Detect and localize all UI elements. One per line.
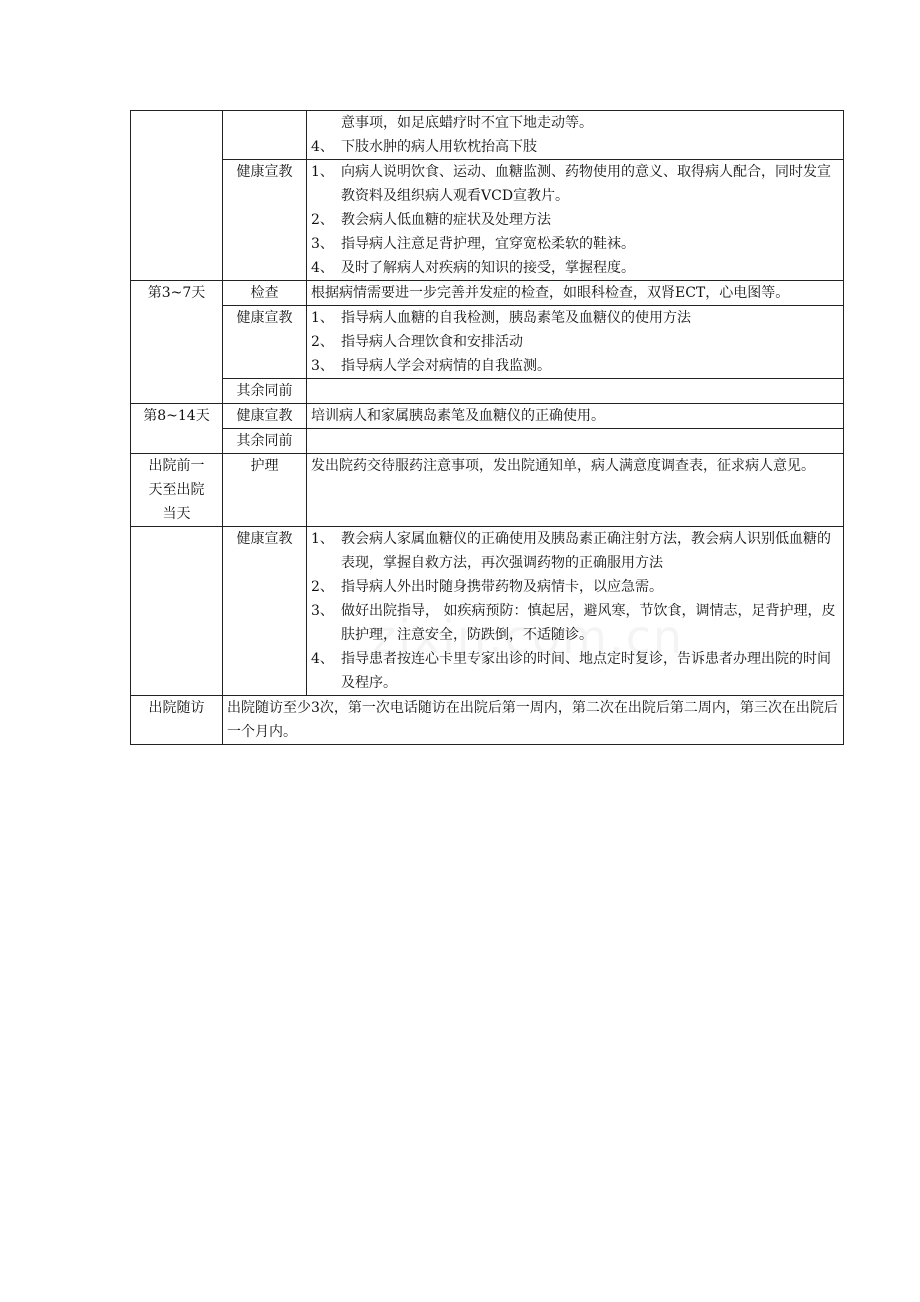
category-cell: 健康宣教 <box>223 404 307 429</box>
continued-text: 意事项，如足底蜡疗时不宜下地走动等。 <box>341 115 593 131</box>
list-item <box>311 330 839 354</box>
stage-cell <box>131 527 223 696</box>
table-row <box>131 379 844 404</box>
nursing-plan-table <box>130 110 844 745</box>
item-number: 2、 <box>311 579 334 595</box>
content-cell <box>307 454 844 527</box>
item-number: 1、 <box>311 164 334 180</box>
content-cell <box>307 527 844 696</box>
category-cell: 检查 <box>223 281 307 306</box>
item-number: 3、 <box>311 236 334 252</box>
content-cell <box>307 160 844 281</box>
item-number: 2、 <box>311 334 334 350</box>
content-cell <box>307 429 844 454</box>
list-item <box>311 135 839 159</box>
content-text: 培训病人和家属胰岛素笔及血糖仪的正确使用。 <box>311 408 605 424</box>
content-text: 发出院药交待服药注意事项，发出院通知单，病人满意度调查表，征求病人意见。 <box>311 458 815 474</box>
list-item <box>311 599 839 647</box>
item-text: 及时了解病人对疾病的知识的接受，掌握程度。 <box>341 260 635 276</box>
list-item <box>311 575 839 599</box>
list-item <box>311 160 839 208</box>
table-row <box>131 111 844 160</box>
content-text: 根据病情需要进一步完善并发症的检查，如眼科检查，双肾ECT，心电图等。 <box>311 285 790 301</box>
table-row <box>131 454 844 527</box>
item-number: 2、 <box>311 212 334 228</box>
category-cell: 护理 <box>223 454 307 527</box>
list-item <box>311 208 839 232</box>
category-cell: 其余同前 <box>223 429 307 454</box>
list-item <box>311 354 839 378</box>
table-row <box>131 160 844 281</box>
content-cell <box>223 696 844 745</box>
stage-cell: 第3~7天 <box>131 281 223 404</box>
content-cell <box>307 281 844 306</box>
item-text: 向病人说明饮食、运动、血糖监测、药物使用的意义、取得病人配合，同时发宣教资料及组织病人观看VCD宣教片。 <box>341 164 831 204</box>
item-text: 指导病人血糖的自我检测，胰岛素笔及血糖仪的使用方法 <box>341 310 691 326</box>
list-item <box>311 256 839 280</box>
table-row <box>131 281 844 306</box>
stage-cell: 出院前一天至出院当天 <box>131 454 223 527</box>
category-cell <box>223 111 307 160</box>
item-number: 1、 <box>311 531 334 547</box>
item-text: 下肢水肿的病人用软枕抬高下肢 <box>341 139 537 155</box>
item-text: 指导病人合理饮食和安排活动 <box>341 334 523 350</box>
table-row <box>131 696 844 745</box>
item-text: 指导患者按连心卡里专家出诊的时间、地点定时复诊，告诉患者办理出院的时间及程序。 <box>341 651 831 691</box>
item-text: 教会病人低血糖的症状及处理方法 <box>341 212 551 228</box>
list-item <box>311 527 839 575</box>
category-cell: 其余同前 <box>223 379 307 404</box>
item-text: 指导病人学会对病情的自我监测。 <box>341 358 551 374</box>
content-cell <box>307 306 844 379</box>
item-number: 4、 <box>311 139 334 155</box>
item-text: 指导病人注意足背护理，宜穿宽松柔软的鞋袜。 <box>341 236 635 252</box>
item-number: 3、 <box>311 358 334 374</box>
list-item <box>311 647 839 695</box>
content-cell <box>307 111 844 160</box>
stage-cell <box>131 111 223 281</box>
item-number: 4、 <box>311 260 334 276</box>
item-text: 教会病人家属血糖仪的正确使用及胰岛素正确注射方法，教会病人识别低血糖的表现，掌握自救方法，再次强调药物的正确服用方法 <box>341 531 831 571</box>
table-row <box>131 306 844 379</box>
content-cell <box>307 379 844 404</box>
category-cell: 健康宣教 <box>223 160 307 281</box>
content-cell <box>307 404 844 429</box>
stage-cell: 出院随访 <box>131 696 223 745</box>
category-cell: 健康宣教 <box>223 527 307 696</box>
item-text: 指导病人外出时随身携带药物及病情卡，以应急需。 <box>341 579 663 595</box>
table-row <box>131 404 844 429</box>
table-row <box>131 429 844 454</box>
table-row <box>131 527 844 696</box>
list-item <box>311 232 839 256</box>
content-text: 出院随访至少3次，第一次电话随访在出院后第一周内，第二次在出院后第二周内，第三次在出院后一个月内。 <box>227 700 838 740</box>
list-item <box>311 306 839 330</box>
stage-cell: 第8~14天 <box>131 404 223 454</box>
item-number: 3、 <box>311 603 334 619</box>
item-number: 4、 <box>311 651 334 667</box>
item-number: 1、 <box>311 310 334 326</box>
category-cell: 健康宣教 <box>223 306 307 379</box>
item-text: 做好出院指导， 如疾病预防：慎起居，避风寒，节饮食，调情志，足背护理，皮肤护理，注意安全，防跌倒，不适随诊。 <box>341 603 836 643</box>
